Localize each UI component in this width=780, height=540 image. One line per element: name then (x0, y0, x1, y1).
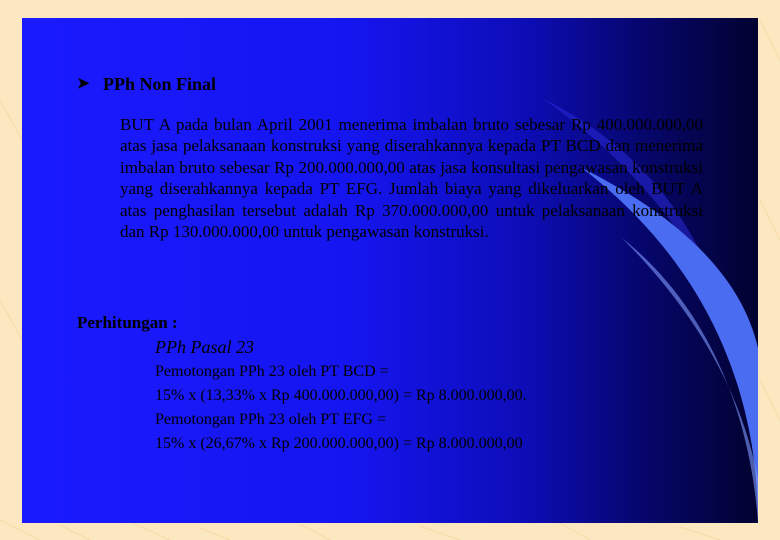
slide (22, 18, 758, 523)
calculation-subheading: PPh Pasal 23 (155, 337, 254, 357)
section-heading (77, 74, 216, 94)
calculation-label: Perhitungan : (77, 313, 178, 332)
calc-line-bcd-formula: 15% x (13,33% x Rp 400.000.000,00) = Rp 8.000.000,00. (155, 387, 527, 404)
arrowhead-bullet-icon: ➤ (77, 76, 90, 92)
calc-line-efg-formula: 15% x (26,67% x Rp 200.000.000,00) = Rp 8.000.000,00 (155, 435, 523, 452)
case-description-paragraph: BUT A pada bulan April 2001 menerima imbalan bruto sebesar Rp 400.000.000,00 atas jasa pelaksanaan konstruksi yang diserahkannya kepada PT BCD dan menerima imbalan bruto sebesar Rp 200.000.000,00 atas jasa konsultasi pengawasan konstruksi yang diserahkannya kepada PT EFG. Jumlah biaya yang dikeluarkan oleh BUT A atas penghasilan tersebut adalah Rp 370.000.000,00 untuk pelaksanaan konstruksi dan Rp 130.000.000,00 untuk pengawasan konstruksi. (120, 115, 703, 242)
heading-text: PPh Non Final (103, 74, 217, 94)
calc-line-bcd-title: Pemotongan PPh 23 oleh PT BCD = (155, 363, 389, 380)
calc-line-efg-title: Pemotongan PPh 23 oleh PT EFG = (155, 411, 386, 428)
